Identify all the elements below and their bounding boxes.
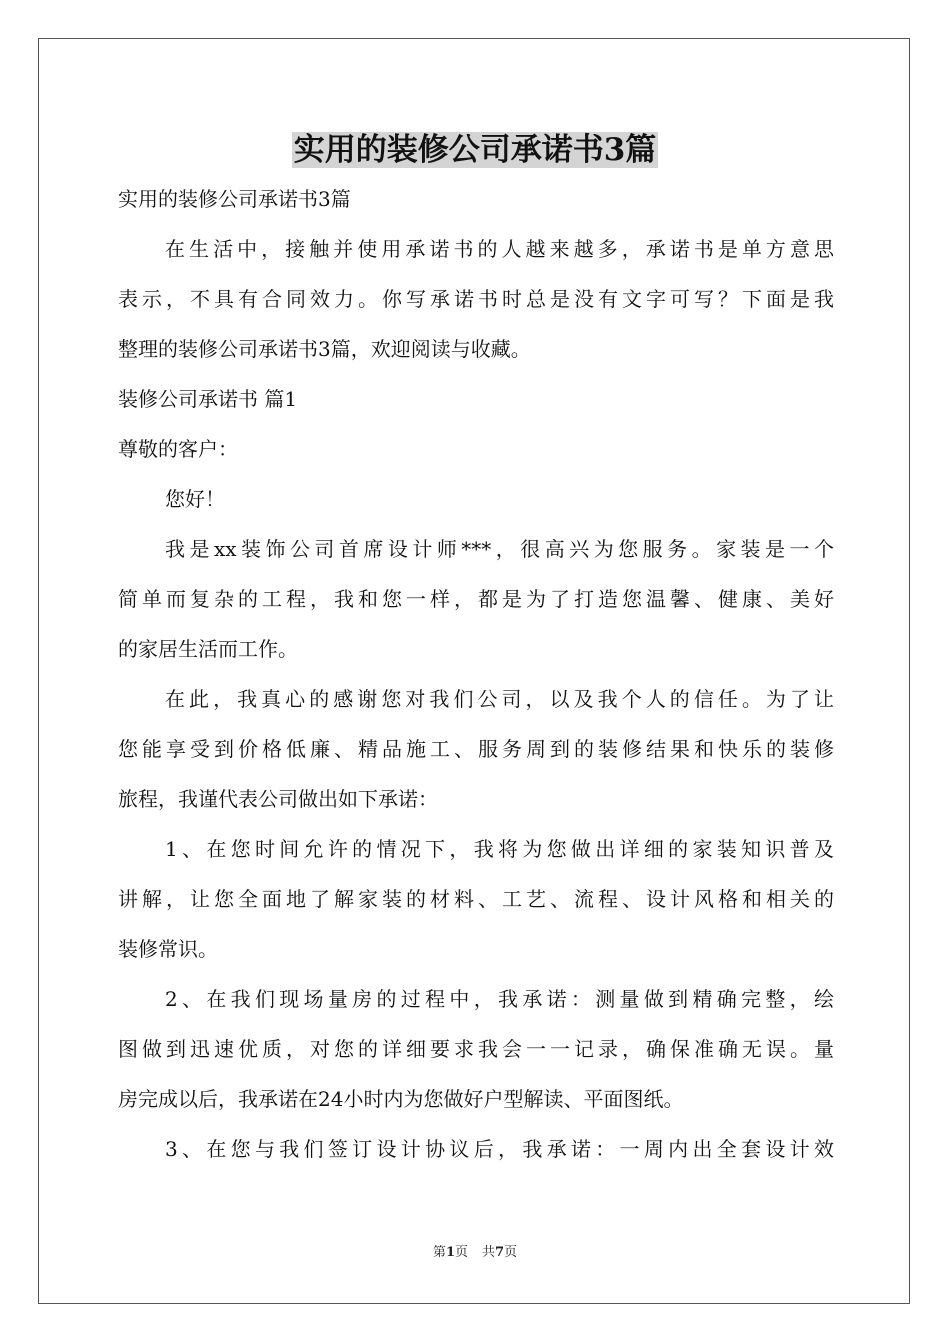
paragraph-line: 在生活中，接触并使用承诺书的人越来越多，承诺书是单方意思 (165, 237, 834, 261)
greeting: 您好！ (165, 487, 225, 511)
paragraph-line: 房完成以后，我承诺在24小时内为您做好户型解读、平面图纸。 (118, 1087, 684, 1111)
paragraph-line: 讲解，让您全面地了解家装的材料、工艺、流程、设计风格和相关的 (118, 887, 834, 911)
document-title: 实用的装修公司承诺书3篇 (293, 132, 657, 168)
paragraph-line: 3、在您与我们签订设计协议后，我承诺：一周内出全套设计效 (165, 1137, 834, 1161)
salutation: 尊敬的客户： (118, 437, 238, 461)
footer-page-prefix: 第 (432, 1245, 446, 1260)
paragraph-line: 简单而复杂的工程，我和您一样，都是为了打造您温馨、健康、美好 (118, 587, 834, 611)
footer-page-current: 1 (445, 1245, 455, 1260)
subtitle-line: 实用的装修公司承诺书3篇 (118, 187, 351, 211)
page-footer (0, 1244, 950, 1262)
footer-page-total: 7 (495, 1245, 505, 1260)
footer-total-prefix: 共 (482, 1245, 496, 1260)
paragraph-line: 在此，我真心的感谢您对我们公司，以及我个人的信任。为了让 (165, 687, 834, 711)
footer-page-suffix: 页 (454, 1245, 468, 1260)
paragraph-line: 整理的装修公司承诺书3篇，欢迎阅读与收藏。 (118, 337, 531, 361)
paragraph-line: 1、在您时间允许的情况下，我将为您做出详细的家装知识普及 (165, 837, 834, 861)
paragraph-line: 的家居生活而工作。 (118, 637, 298, 661)
paragraph-line: 我是xx装饰公司首席设计师***，很高兴为您服务。家装是一个 (165, 537, 834, 561)
paragraph-line: 旅程，我谨代表公司做出如下承诺： (118, 787, 438, 811)
paragraph-line: 2、在我们现场量房的过程中，我承诺：测量做到精确完整，绘 (165, 987, 834, 1011)
footer-total-suffix: 页 (504, 1245, 518, 1260)
paragraph-line: 装修常识。 (118, 937, 218, 961)
section-heading: 装修公司承诺书 篇1 (118, 387, 298, 411)
paragraph-line: 图做到迅速优质，对您的详细要求我会一一记录，确保准确无误。量 (118, 1037, 834, 1061)
paragraph-line: 您能享受到价格低廉、精品施工、服务周到的装修结果和快乐的装修 (118, 737, 834, 761)
page-border (38, 38, 910, 1304)
paragraph-line: 表示，不具有合同效力。你写承诺书时总是没有文字可写？下面是我 (118, 287, 834, 311)
